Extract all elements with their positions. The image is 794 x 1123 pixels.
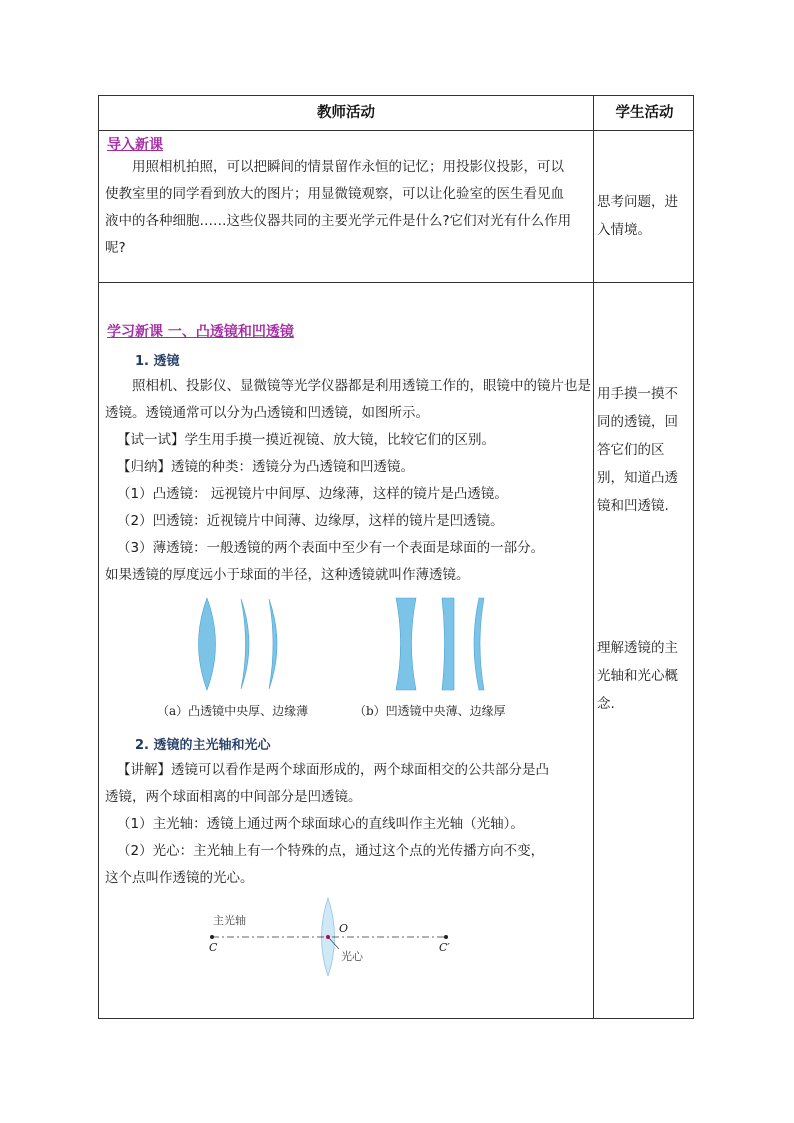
caption-convex: （a）凸透镜中央厚、边缘薄 <box>157 704 309 718</box>
principal-axis-line: （1）主光轴：透镜上通过两个球面球心的直线叫作主光轴（光轴）。 <box>117 816 524 832</box>
lens-para-line-1: 照相机、投影仪、显微镜等光学仪器都是利用透镜工作的，眼镜中的镜片也是 <box>132 378 591 394</box>
intro-line-2: 使教室里的同学看到放大的图片；用显微镜观察，可以让化验室的医生看见血 <box>105 186 564 202</box>
summary-line: 【归纳】透镜的种类：透镜分为凸透镜和凹透镜。 <box>117 459 414 475</box>
explain-line-1: 【讲解】透镜可以看作是两个球面形成的，两个球面相交的公共部分是凸 <box>117 762 549 778</box>
axis-label: 主光轴 <box>213 914 246 927</box>
lens-para-line-2: 透镜。透镜通常可以分为凸透镜和凹透镜，如图所示。 <box>105 405 429 421</box>
header-teacher-activity: 教师活动 <box>317 105 375 121</box>
intro-line-4: 呢? <box>105 240 126 256</box>
concave-lens-planoconcave <box>442 598 454 690</box>
convex-lens-planoconvex <box>241 599 249 689</box>
principal-axis-figure <box>99 896 593 976</box>
label-c-left: C <box>209 941 218 954</box>
thin-lens-line-1: （3）薄透镜：一般透镜的两个表面中至少有一个表面是球面的一部分。 <box>117 540 545 556</box>
explain-line-2: 透镜，两个球面相离的中间部分是凹透镜。 <box>105 789 362 805</box>
intro-row-divider <box>99 282 693 283</box>
lesson-title: 学习新课 一、凸透镜和凹透镜 <box>107 324 294 340</box>
lesson-table <box>98 95 694 1019</box>
convex-lens-meniscus <box>269 599 277 689</box>
header-row-divider <box>99 130 693 131</box>
subheading-lens: 1. 透镜 <box>135 354 180 369</box>
caption-concave: （b）凹透镜中央薄、边缘厚 <box>354 704 506 718</box>
lesson-student-activity-1: 用手摸一摸不同的透镜，回答它们的区别，知道凸透镜和凹透镜. <box>597 386 678 514</box>
lesson-student-activity-2: 理解透镜的主光轴和光心概念. <box>597 640 678 712</box>
optical-center-line-2: 这个点叫作透镜的光心。 <box>105 870 254 886</box>
point-c-right <box>444 935 448 939</box>
optical-center-line-1: （2）光心：主光轴上有一个特殊的点，通过这个点的光传播方向不变， <box>117 843 545 859</box>
lens-types-figure <box>99 594 593 698</box>
try-it-line: 【试一试】学生用手摸一摸近视镜、放大镜，比较它们的区别。 <box>117 432 495 448</box>
concave-lens-biconcave <box>396 598 416 690</box>
concave-lens-line: （2）凹透镜：近视镜片中间薄、边缘厚，这样的镜片是凹透镜。 <box>117 513 504 529</box>
subheading-axis-center: 2. 透镜的主光轴和光心 <box>135 738 271 753</box>
convex-lens-line: （1）凸透镜： 远视镜片中间厚、边缘薄，这样的镜片是凸透镜。 <box>117 486 508 502</box>
center-label: 光心 <box>341 950 363 963</box>
intro-line-3: 液中的各种细胞……这些仪器共同的主要光学元件是什么?它们对光有什么作用 <box>105 213 572 229</box>
concave-lens-meniscus <box>474 598 484 690</box>
convex-lens-biconvex <box>199 598 216 690</box>
column-divider <box>593 96 594 1018</box>
label-o: O <box>339 922 349 935</box>
point-c-left <box>210 935 214 939</box>
header-student-activity: 学生活动 <box>615 105 674 121</box>
label-c-right: C′ <box>439 941 450 954</box>
intro-student-activity: 思考问题，进入情境。 <box>597 194 678 238</box>
intro-title: 导入新课 <box>107 137 163 153</box>
intro-line-1: 用照相机拍照，可以把瞬间的情景留作永恒的记忆；用投影仪投影，可以 <box>132 159 564 175</box>
thin-lens-line-2: 如果透镜的厚度远小于球面的半径，这种透镜就叫作薄透镜。 <box>105 567 470 583</box>
